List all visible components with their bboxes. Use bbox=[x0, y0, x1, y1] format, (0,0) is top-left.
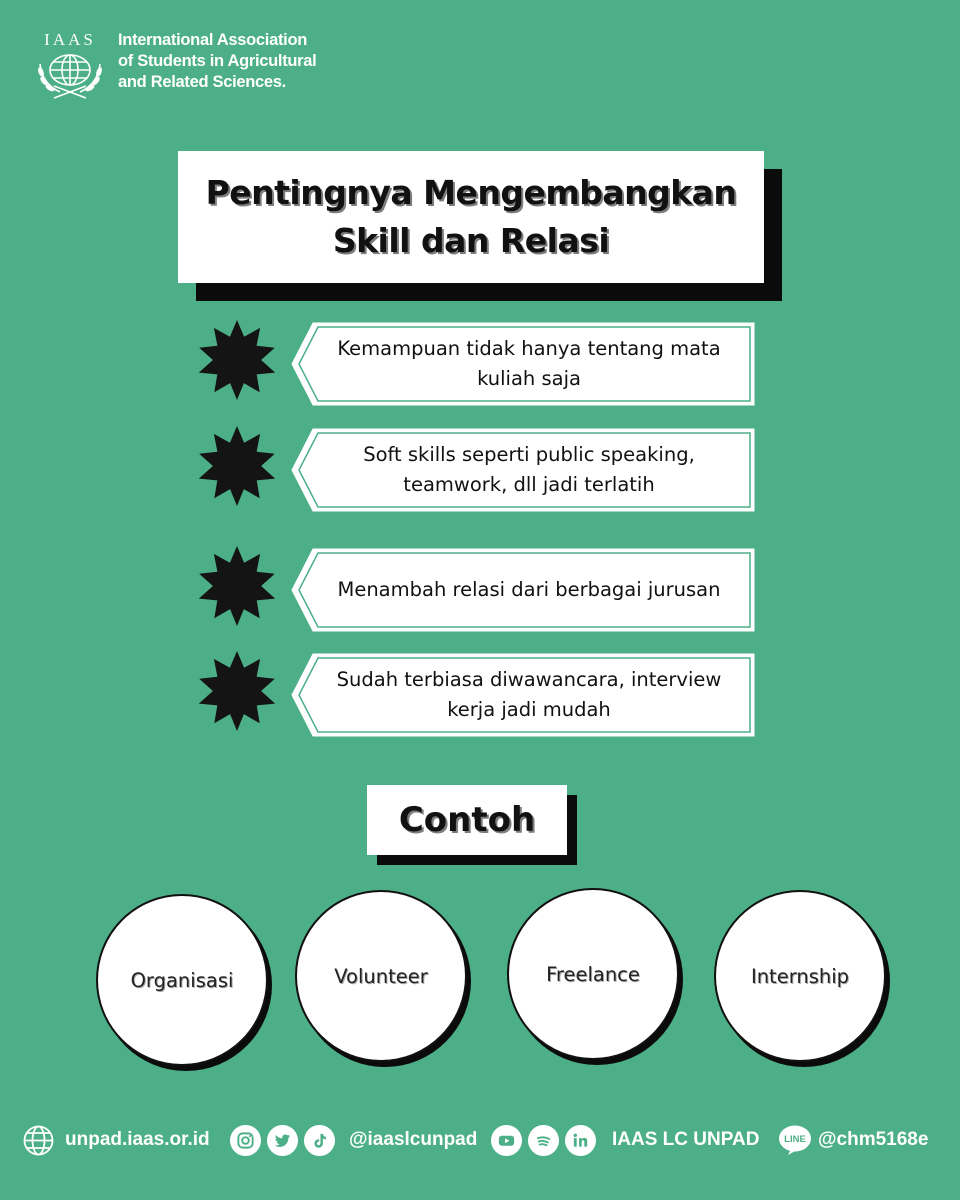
point-item bbox=[0, 651, 960, 741]
title-panel bbox=[178, 151, 764, 283]
footer-website[interactable] bbox=[22, 1120, 210, 1160]
iaas-logo bbox=[32, 28, 108, 102]
globe-icon bbox=[22, 1124, 55, 1157]
examples-heading: Contoh bbox=[398, 800, 536, 840]
example-circle-freelance bbox=[507, 888, 679, 1060]
social-handle[interactable]: @iaaslcunpad bbox=[349, 1129, 478, 1150]
line-id[interactable]: @chm5168e bbox=[818, 1129, 929, 1150]
point-item bbox=[0, 320, 960, 410]
point-item bbox=[0, 426, 960, 516]
point-item bbox=[0, 546, 960, 636]
example-label: Organisasi bbox=[130, 968, 234, 992]
starburst-icon bbox=[196, 426, 278, 512]
example-label: Internship bbox=[750, 964, 850, 988]
instagram-icon[interactable] bbox=[230, 1125, 261, 1156]
starburst-icon bbox=[196, 651, 278, 737]
page-title: Pentingnya Mengembangkan Skill dan Relasi bbox=[205, 173, 737, 260]
tiktok-icon[interactable] bbox=[304, 1125, 335, 1156]
starburst-icon bbox=[196, 320, 278, 406]
spotify-icon[interactable] bbox=[528, 1125, 559, 1156]
footer-social[interactable] bbox=[230, 1120, 477, 1160]
example-circle-internship bbox=[714, 890, 886, 1062]
logo-lettering: IAAS bbox=[44, 30, 96, 49]
point-text: Kemampuan tidak hanya tentang mata kuliah saja bbox=[337, 337, 721, 390]
youtube-icon[interactable] bbox=[491, 1125, 522, 1156]
point-text: Menambah relasi dari berbagai jurusan bbox=[337, 578, 721, 601]
example-circle-organisasi bbox=[96, 894, 268, 1066]
line-badge: LINE bbox=[784, 1133, 806, 1145]
examples-heading-panel bbox=[367, 785, 567, 855]
example-label: Freelance bbox=[546, 962, 640, 986]
website-url[interactable]: unpad.iaas.or.id bbox=[65, 1129, 210, 1150]
starburst-icon bbox=[196, 546, 278, 632]
line-icon[interactable] bbox=[777, 1124, 813, 1157]
linkedin-icon[interactable] bbox=[565, 1125, 596, 1156]
twitter-icon[interactable] bbox=[267, 1125, 298, 1156]
example-circle-volunteer bbox=[295, 890, 467, 1062]
point-text: Soft skills seperti public speaking, teamwork, dll jadi terlatih bbox=[363, 443, 695, 496]
footer-line[interactable] bbox=[777, 1120, 928, 1160]
point-text: Sudah terbiasa diwawancara, interview kerja jadi mudah bbox=[336, 668, 722, 721]
channel-name[interactable]: IAAS LC UNPAD bbox=[612, 1129, 760, 1150]
example-label: Volunteer bbox=[334, 964, 428, 988]
organization-name: International Association of Students in Agricultural and Related Sciences. bbox=[118, 31, 317, 91]
footer-channels[interactable] bbox=[491, 1120, 759, 1160]
